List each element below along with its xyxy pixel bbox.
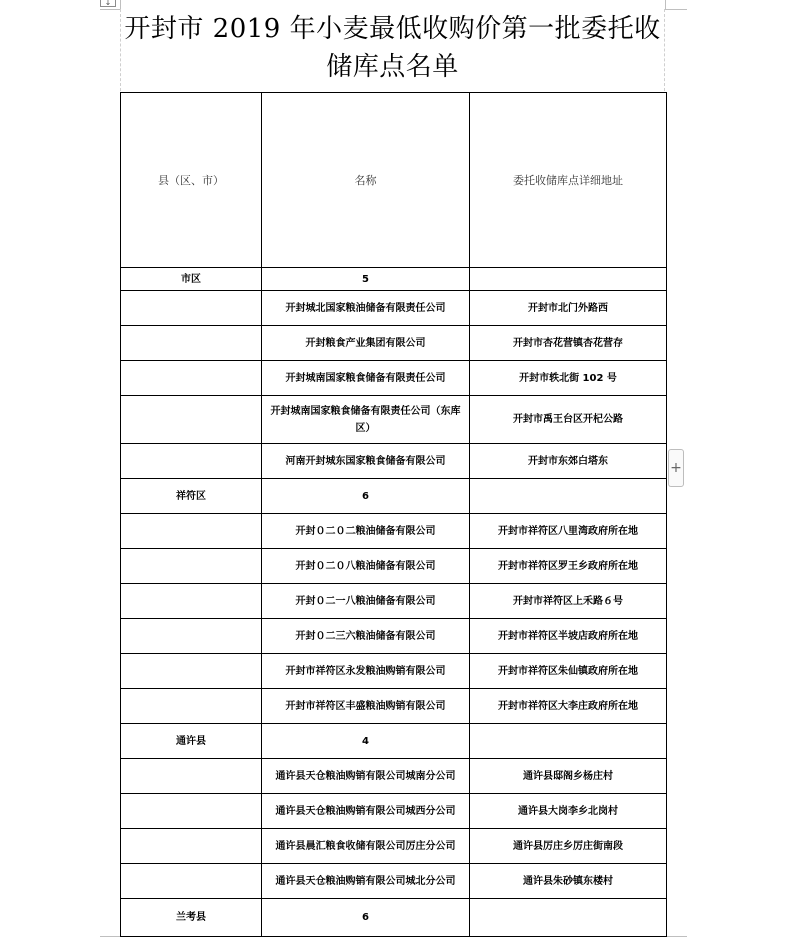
depot-address: 开封市杏花营镇杏花营存 <box>470 326 667 361</box>
table-row <box>121 794 667 829</box>
depot-address: 开封市禹王台区开杞公路 <box>470 396 667 444</box>
add-row-button[interactable]: + <box>668 449 684 487</box>
page-corner-mark <box>100 9 120 10</box>
depot-address: 开封市祥符区上禾路６号 <box>470 584 667 619</box>
depot-name: 开封０二０二粮油储备有限公司 <box>262 514 470 549</box>
depot-address: 开封市北门外路西 <box>470 291 667 326</box>
header-name: 名称 <box>262 93 470 268</box>
county-count: 6 <box>262 899 470 937</box>
empty-cell <box>121 759 262 794</box>
empty-cell <box>121 396 262 444</box>
depot-name: 开封城南国家粮食储备有限责任公司 <box>262 361 470 396</box>
table-row <box>121 759 667 794</box>
table-row <box>121 291 667 326</box>
page-corner-mark <box>100 936 120 937</box>
empty-cell <box>470 479 667 514</box>
depot-name: 开封０二０八粮油储备有限公司 <box>262 549 470 584</box>
depot-address: 通许县邸阁乡杨庄村 <box>470 759 667 794</box>
county-name: 市区 <box>121 268 262 291</box>
county-row <box>121 899 667 937</box>
table-row <box>121 864 667 899</box>
depot-address: 开封市祥符区半坡店政府所在地 <box>470 619 667 654</box>
county-name: 祥符区 <box>121 479 262 514</box>
depot-name: 开封市祥符区丰盛粮油购销有限公司 <box>262 689 470 724</box>
depot-name: 开封粮食产业集团有限公司 <box>262 326 470 361</box>
empty-cell <box>121 291 262 326</box>
depot-table <box>120 92 667 937</box>
table-row <box>121 326 667 361</box>
depot-name: 开封０二三六粮油储备有限公司 <box>262 619 470 654</box>
county-name: 通许县 <box>121 724 262 759</box>
depot-address: 通许县厉庄乡厉庄街南段 <box>470 829 667 864</box>
empty-cell <box>121 549 262 584</box>
county-row <box>121 479 667 514</box>
empty-cell <box>121 619 262 654</box>
table-row <box>121 689 667 724</box>
depot-name: 通许县晨汇粮食收储有限公司厉庄分公司 <box>262 829 470 864</box>
empty-cell <box>470 899 667 937</box>
depot-name: 开封市祥符区永发粮油购销有限公司 <box>262 654 470 689</box>
table-row <box>121 549 667 584</box>
depot-name: 开封０二一八粮油储备有限公司 <box>262 584 470 619</box>
empty-cell <box>121 864 262 899</box>
empty-cell <box>121 514 262 549</box>
county-row <box>121 724 667 759</box>
empty-cell <box>121 829 262 864</box>
page-title: 开封市 2019 年小麦最低收购价第一批委托收储库点名单 <box>124 14 661 82</box>
county-count: 5 <box>262 268 470 291</box>
depot-address: 开封市祥符区大李庄政府所在地 <box>470 689 667 724</box>
header-address: 委托收储库点详细地址 <box>470 93 667 268</box>
empty-cell <box>470 268 667 291</box>
depot-name: 开封城北国家粮油储备有限责任公司 <box>262 291 470 326</box>
page-corner-mark <box>120 0 121 9</box>
table-row <box>121 514 667 549</box>
empty-cell <box>121 361 262 396</box>
table-row <box>121 396 667 444</box>
empty-cell <box>121 326 262 361</box>
depot-address: 开封市祥符区罗王乡政府所在地 <box>470 549 667 584</box>
empty-cell <box>121 444 262 479</box>
depot-name: 河南开封城东国家粮食储备有限公司 <box>262 444 470 479</box>
depot-address: 开封市东郊白塔东 <box>470 444 667 479</box>
table-row <box>121 654 667 689</box>
depot-address: 通许县朱砂镇东楼村 <box>470 864 667 899</box>
table-row <box>121 829 667 864</box>
empty-cell <box>121 584 262 619</box>
depot-name: 通许县天仓粮油购销有限公司城北分公司 <box>262 864 470 899</box>
empty-cell <box>470 724 667 759</box>
depot-name: 开封城南国家粮食储备有限责任公司（东库区） <box>262 396 470 444</box>
table-row <box>121 444 667 479</box>
header-county: 县（区、市） <box>121 93 262 268</box>
page-corner-mark <box>665 936 687 937</box>
depot-name: 通许县天仓粮油购销有限公司城南分公司 <box>262 759 470 794</box>
county-row <box>121 268 667 291</box>
table-move-handle-icon[interactable]: ↓ <box>100 0 116 7</box>
depot-address: 开封市轶北街 102 号 <box>470 361 667 396</box>
depot-name: 通许县天仓粮油购销有限公司城西分公司 <box>262 794 470 829</box>
table-row <box>121 361 667 396</box>
page-corner-mark <box>665 9 687 10</box>
depot-address: 开封市祥符区八里湾政府所在地 <box>470 514 667 549</box>
page-corner-mark <box>665 0 666 9</box>
empty-cell <box>121 654 262 689</box>
county-count: 6 <box>262 479 470 514</box>
empty-cell <box>121 794 262 829</box>
table-row <box>121 584 667 619</box>
table-row <box>121 619 667 654</box>
county-count: 4 <box>262 724 470 759</box>
header-row <box>121 93 667 268</box>
empty-cell <box>121 689 262 724</box>
depot-address: 开封市祥符区朱仙镇政府所在地 <box>470 654 667 689</box>
county-name: 兰考县 <box>121 899 262 937</box>
depot-address: 通许县大岗李乡北岗村 <box>470 794 667 829</box>
